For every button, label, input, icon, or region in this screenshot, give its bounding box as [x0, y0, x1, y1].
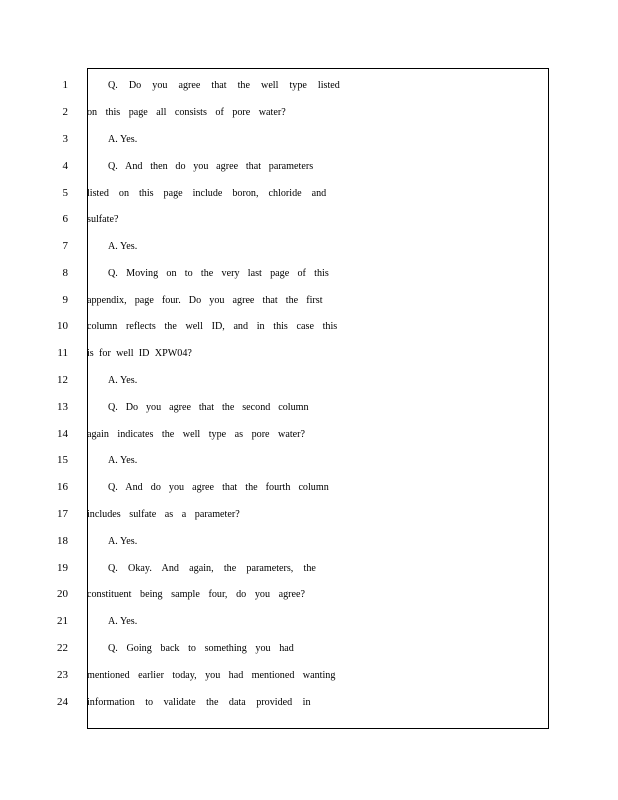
line-text: Q. And then do you agree that parameters — [108, 160, 314, 172]
line-text: again indicates the well type as pore water? — [87, 428, 306, 440]
transcript-line — [0, 638, 618, 658]
line-text: A. Yes. — [108, 240, 138, 252]
transcript-line — [0, 531, 618, 551]
line-number: 5 — [62, 187, 68, 199]
line-number: 24 — [57, 696, 68, 708]
line-number: 2 — [62, 106, 68, 118]
transcript-line — [0, 236, 618, 256]
line-text: A. Yes. — [108, 133, 138, 145]
line-text: Q. Moving on to the very last page of this — [108, 267, 329, 279]
line-number: 16 — [57, 481, 68, 493]
line-text: A. Yes. — [108, 535, 138, 547]
transcript-line — [0, 370, 618, 390]
transcript-line — [0, 209, 618, 229]
line-number: 6 — [62, 213, 68, 225]
transcript-line — [0, 450, 618, 470]
line-number: 9 — [62, 294, 68, 306]
line-number: 7 — [62, 240, 68, 252]
transcript-line — [0, 316, 618, 336]
transcript-line — [0, 397, 618, 417]
transcript-line — [0, 611, 618, 631]
line-number: 14 — [57, 428, 68, 440]
line-number: 12 — [57, 374, 68, 386]
transcript-line — [0, 558, 618, 578]
line-text: listed on this page include boron, chloride and — [87, 187, 327, 199]
transcript-line — [0, 692, 618, 712]
line-number: 22 — [57, 642, 68, 654]
transcript-line — [0, 665, 618, 685]
transcript-line — [0, 424, 618, 444]
line-number: 19 — [57, 562, 68, 574]
transcript-line — [0, 343, 618, 363]
line-text: Q. Going back to something you had — [108, 642, 294, 654]
line-text: Q. Do you agree that the second column — [108, 401, 309, 413]
line-text: information to validate the data provided in — [87, 696, 311, 708]
transcript-line — [0, 584, 618, 604]
line-text: appendix, page four. Do you agree that the first — [87, 294, 323, 306]
line-text: A. Yes. — [108, 454, 138, 466]
line-text: constituent being sample four, do you agree? — [87, 588, 306, 600]
line-number: 10 — [57, 320, 68, 332]
line-number: 8 — [62, 267, 68, 279]
transcript-line — [0, 102, 618, 122]
line-number: 13 — [57, 401, 68, 413]
transcript-line — [0, 290, 618, 310]
line-text: Q. And do you agree that the fourth column — [108, 481, 329, 493]
transcript-line — [0, 129, 618, 149]
line-text: Q. Okay. And again, the parameters, the — [108, 562, 316, 574]
line-text: Q. Do you agree that the well type listed — [108, 79, 340, 91]
line-number: 4 — [62, 160, 68, 172]
transcript-line — [0, 477, 618, 497]
line-text: A. Yes. — [108, 374, 138, 386]
line-number: 3 — [62, 133, 68, 145]
line-number: 15 — [57, 454, 68, 466]
transcript-line — [0, 183, 618, 203]
line-text: includes sulfate as a parameter? — [87, 508, 240, 520]
line-number: 18 — [57, 535, 68, 547]
transcript-line — [0, 504, 618, 524]
line-number: 11 — [57, 347, 68, 359]
line-number: 1 — [62, 79, 68, 91]
line-number: 20 — [57, 588, 68, 600]
line-number: 21 — [57, 615, 68, 627]
transcript-line — [0, 75, 618, 95]
transcript-line — [0, 263, 618, 283]
line-number: 17 — [57, 508, 68, 520]
line-text: column reflects the well ID, and in this case this — [87, 320, 338, 332]
line-number: 23 — [57, 669, 68, 681]
line-text: on this page all consists of pore water? — [87, 106, 286, 118]
line-text: A. Yes. — [108, 615, 138, 627]
line-text: is for well ID XPW04? — [87, 347, 192, 359]
transcript-line — [0, 156, 618, 176]
line-text: sulfate? — [87, 213, 119, 225]
line-text: mentioned earlier today, you had mentioned wanting — [87, 669, 336, 681]
